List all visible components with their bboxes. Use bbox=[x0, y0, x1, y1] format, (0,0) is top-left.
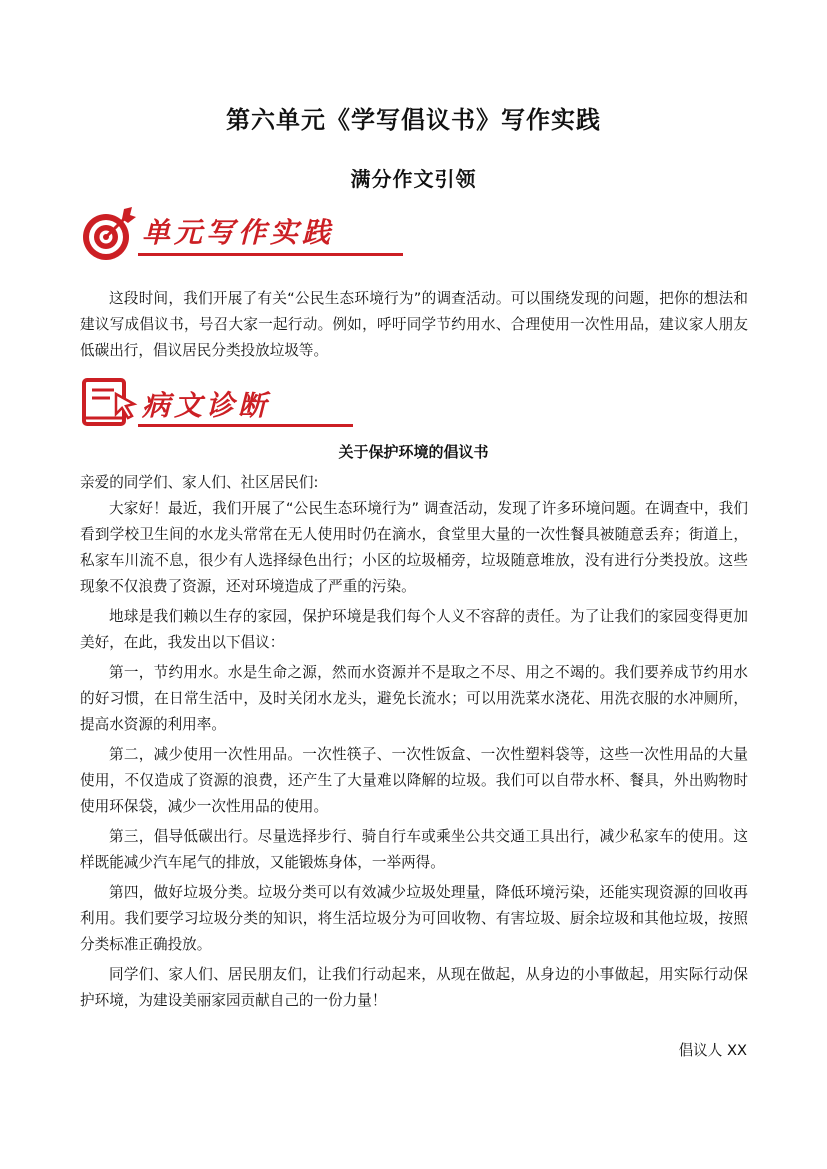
essay-title: 关于保护环境的倡议书 bbox=[338, 443, 489, 461]
essay-paragraph: 第一，节约用水。水是生命之源，然而水资源并不是取之不尽、用之不竭的。我们要养成节约用水的好习惯，在日常生活中，及时关闭水龙头，避免长流水；可以用洗菜水浇花、用洗衣服的水冲厕所，提高水资源的利用率。 bbox=[80, 664, 748, 733]
essay-paragraph: 第四，做好垃圾分类。垃圾分类可以有效减少垃圾处理量，降低环境污染，还能实现资源的回收再利用。我们要学习垃圾分类的知识，将生活垃圾分为可回收物、有害垃圾、厨余垃圾和其他垃圾，按照分类标准正确投放。 bbox=[80, 884, 748, 953]
essay-paragraph: 同学们、家人们、居民朋友们，让我们行动起来，从现在做起，从身边的小事做起，用实际行动保护环境，为建设美丽家园贡献自己的一份力量！ bbox=[80, 966, 748, 1009]
section-banner-diagnosis bbox=[80, 372, 280, 432]
essay-paragraph: 地球是我们赖以生存的家园，保护环境是我们每个人义不容辞的责任。为了让我们的家园变得更加美好，在此，我发出以下倡议： bbox=[80, 608, 748, 651]
banner-underline bbox=[138, 253, 403, 256]
book-cursor-icon bbox=[80, 372, 140, 432]
banner-label: 病文诊断 bbox=[142, 389, 271, 422]
page-title: 第六单元《学写倡议书》写作实践 bbox=[226, 105, 601, 134]
writing-task bbox=[80, 286, 748, 364]
essay-paragraph: 大家好！最近，我们开展了“公民生态环境行为” 调查活动，发现了许多环境问题。在调查中，我们看到学校卫生间的水龙头常常在无人使用时仍在滴水，食堂里大量的一次性餐具被随意丢弃；街道上，私家车川流不息，很少有人选择绿色出行；小区的垃圾桶旁，垃圾随意堆放，没有进行分类投放。这些现象不仅浪费了资源，还对环境造成了严重的污染。 bbox=[80, 500, 748, 595]
essay-paragraph: 第三，倡导低碳出行。尽量选择步行、骑自行车或乘坐公共交通工具出行，减少私家车的使用。这样既能减少汽车尾气的排放，又能锻炼身体，一举两得。 bbox=[80, 828, 748, 871]
target-icon bbox=[80, 205, 140, 263]
banner-underline bbox=[138, 424, 353, 427]
task-paragraph: 这段时间，我们开展了有关“公民生态环境行为”的调查活动。可以围绕发现的问题，把你的想法和建议写成倡议书，号召大家一起行动。例如，呼吁同学节约用水、合理使用一次性用品，建议家人朋友低碳出行，倡议居民分类投放垃圾等。 bbox=[80, 290, 748, 359]
section-banner-writing-practice bbox=[80, 205, 340, 263]
banner-label: 单元写作实践 bbox=[142, 216, 335, 249]
page-subtitle: 满分作文引领 bbox=[350, 167, 477, 191]
essay-signature: 倡议人 XX bbox=[678, 1042, 747, 1059]
essay-body bbox=[80, 470, 748, 1018]
essay-paragraph: 第二，减少使用一次性用品。一次性筷子、一次性饭盒、一次性塑料袋等，这些一次性用品的大量使用，不仅造成了资源的浪费，还产生了大量难以降解的垃圾。我们可以自带水杯、餐具，外出购物时使用环保袋，减少一次性用品的使用。 bbox=[80, 746, 748, 815]
essay-salutation: 亲爱的同学们、家人们、社区居民们: bbox=[80, 474, 319, 491]
